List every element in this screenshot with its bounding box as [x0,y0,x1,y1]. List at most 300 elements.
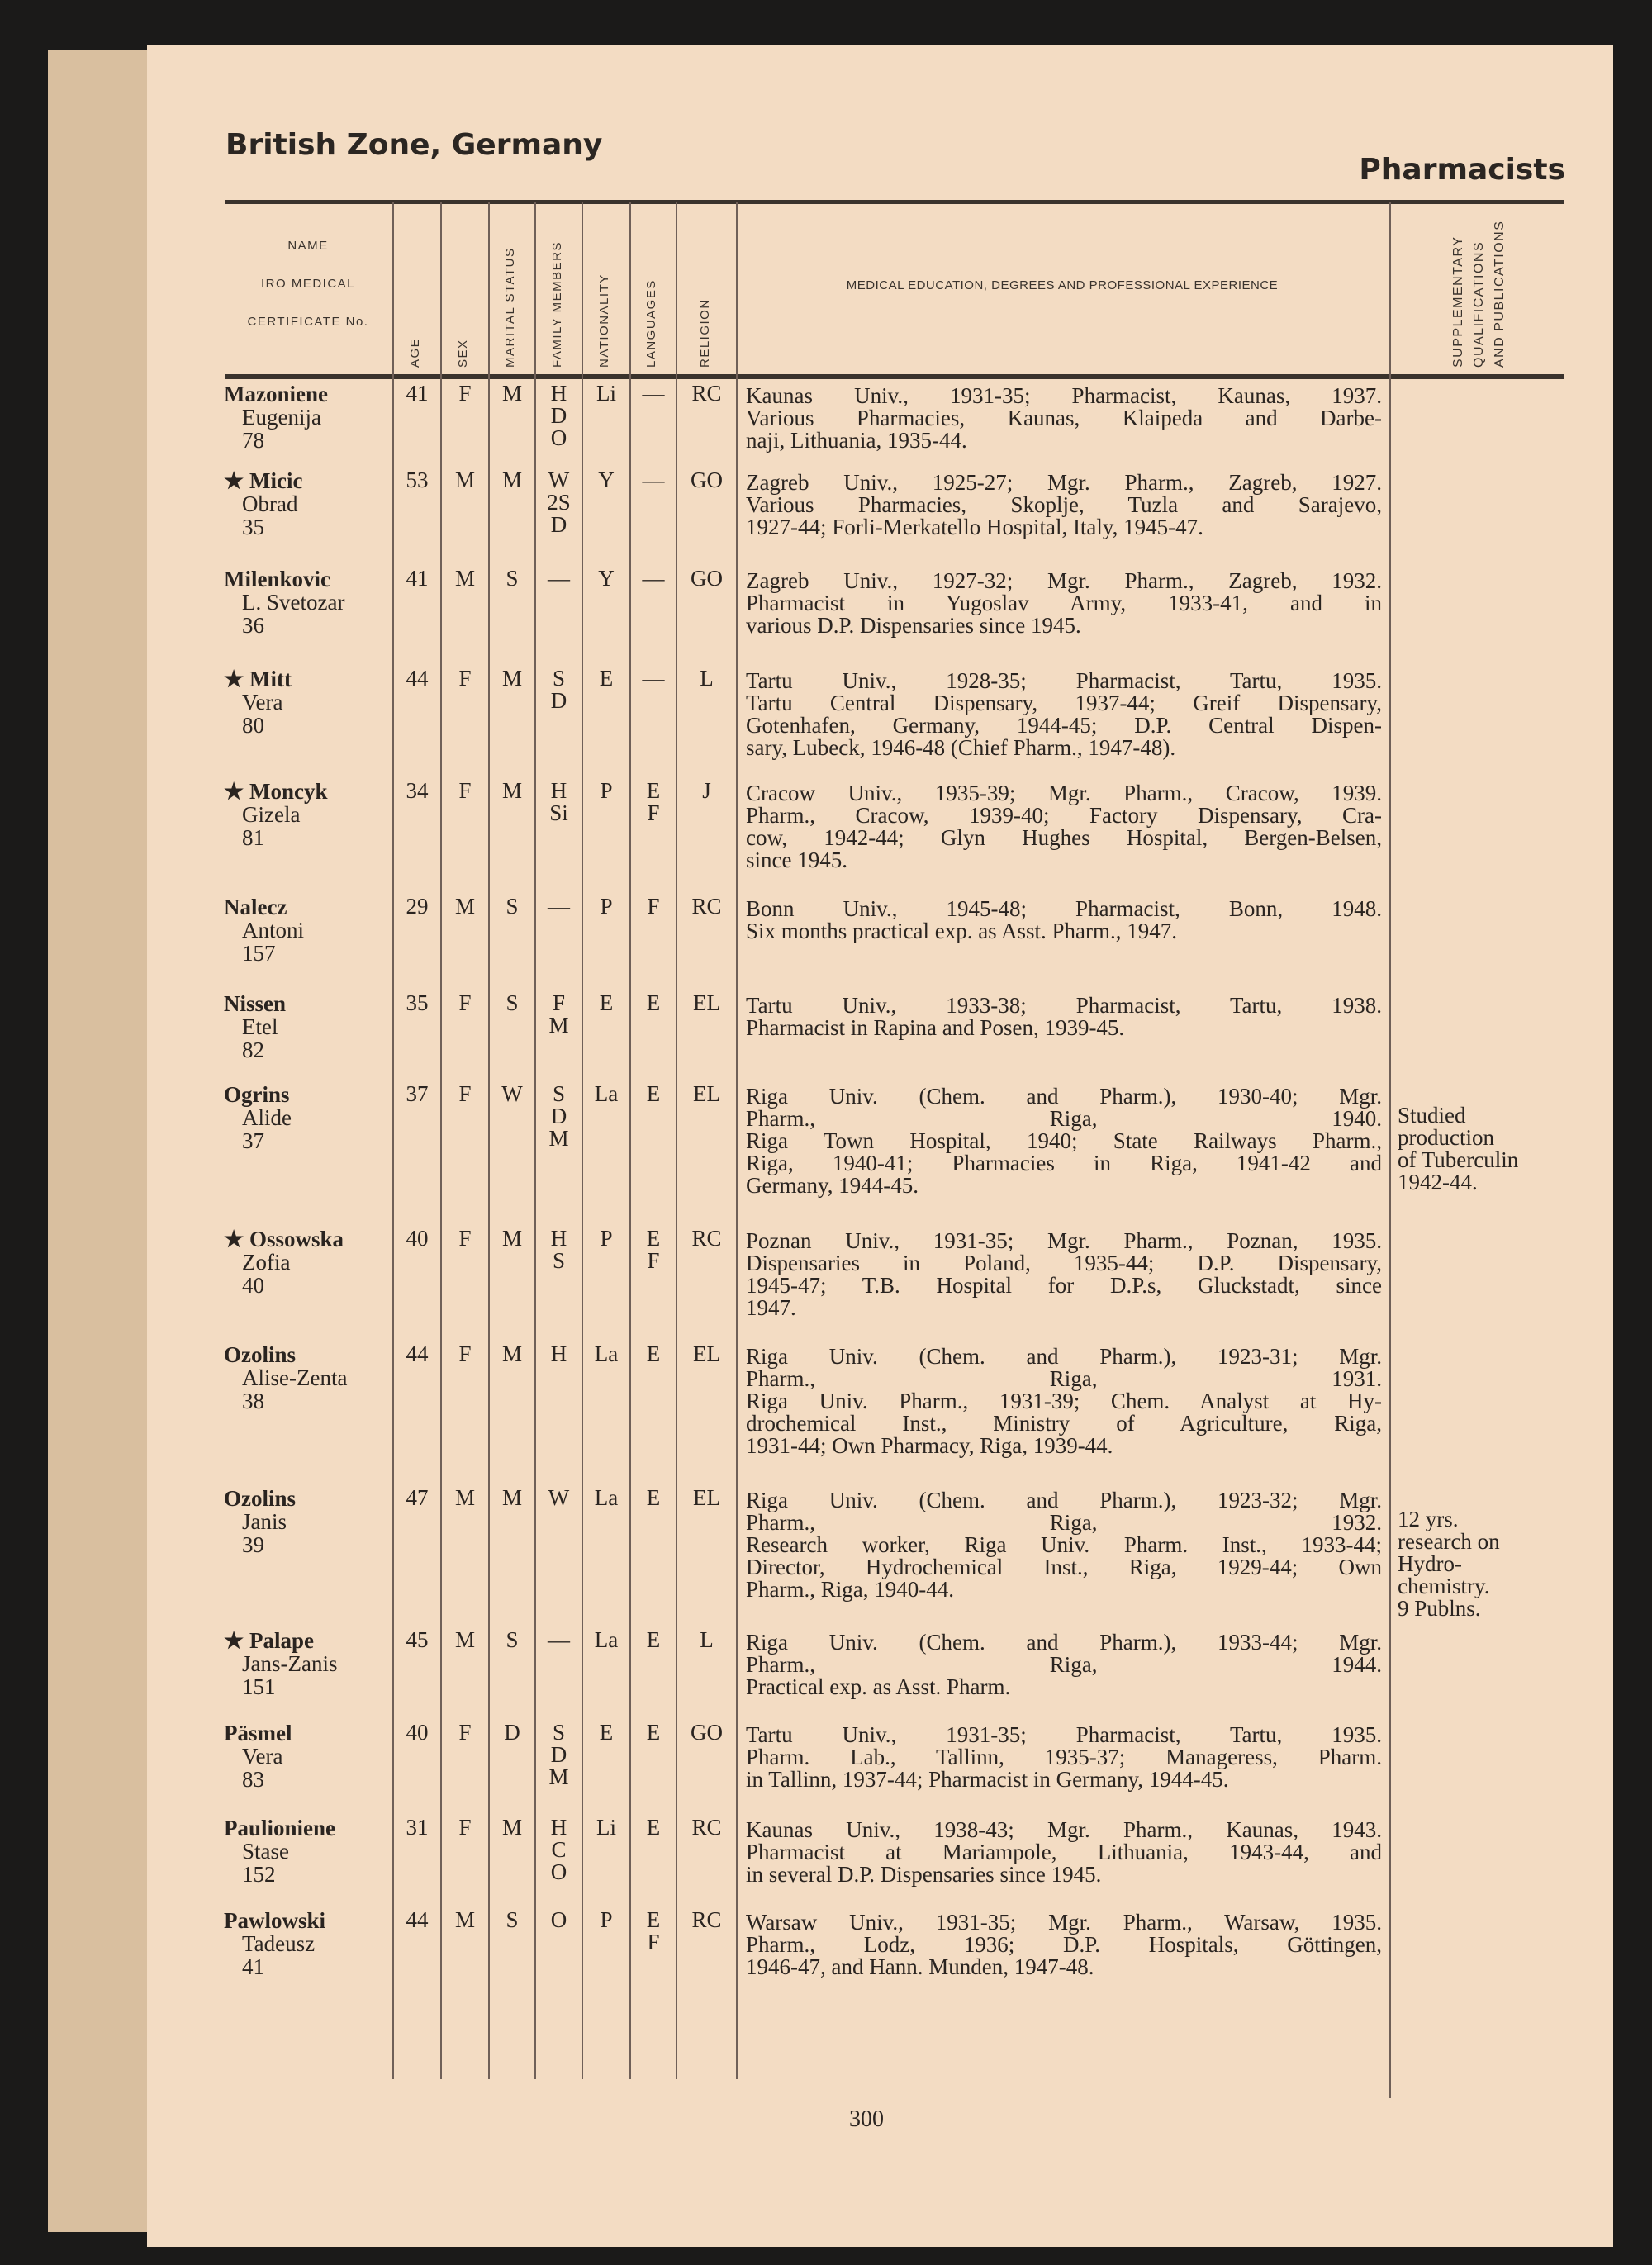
column-header-name [225,227,391,341]
age-cell: 40 [406,1226,429,1251]
family-cell [536,1721,582,1788]
surname: Mazoniene [224,382,328,406]
name-cell [224,1227,344,1297]
nationality-cell: P [600,1907,613,1932]
education-line: Riga Univ. (Chem. and Pharm.), 1933-44; Mgr. [746,1630,1382,1655]
education-line: Kaunas Univ., 1931-35; Pharmacist, Kaunas, 1937. [746,383,1382,408]
education-line: drochemical Inst., Ministry of Agriculture, Riga, [746,1411,1382,1436]
education-cell [746,782,1382,871]
education-line: naji, Lithuania, 1935-44. [746,428,967,453]
languages-cell [631,895,676,918]
education-cell [746,472,1382,539]
sex-cell: M [454,1485,475,1510]
education-line: Pharm., Riga, 1940-44. [746,1577,954,1602]
family-value: — [548,894,570,919]
page-header-left: British Zone, Germany [225,128,603,162]
marital-cell: S [506,1627,519,1652]
religion-cell: GO [691,566,723,591]
education-line: Gotenhafen, Germany, 1944-45; D.P. Central Dispen- [746,713,1382,738]
languages-cell [631,567,676,590]
nationality-cell: La [594,1485,619,1510]
family-cell [536,1487,582,1509]
supplementary-cell [1398,1508,1500,1620]
religion-cell: RC [691,1815,722,1840]
languages-cell [631,382,676,405]
column-divider [736,202,738,2079]
certificate-number: 39 [242,1532,264,1557]
education-line: Pharm., Lodz, 1936; D.P. Hospitals, Göttingen, [746,1932,1382,1957]
languages-cell [631,1816,676,1839]
page-header-right: Pharmacists [1359,153,1565,187]
supplementary-line: of Tuberculin [1398,1147,1519,1172]
languages-cell [631,1343,676,1365]
surname-line [224,1083,292,1106]
family-cell [536,1343,582,1365]
education-line: Tartu Univ., 1931-35; Pharmacist, Tartu, 1935. [746,1722,1382,1747]
languages-cell [631,1909,676,1954]
religion-cell: GO [691,468,723,492]
education-line: Six months practical exp. as Asst. Pharm., 1947. [746,919,1177,943]
name-cell [224,1343,347,1413]
name-cell [224,1487,296,1556]
languages-cell [631,1629,676,1651]
education-line: Riga, 1940-41; Pharmacies in Riga, 1941-42 and [746,1151,1382,1175]
education-line: 1946-47, and Hann. Munden, 1947-48. [746,1954,1094,1979]
marital-cell: M [501,468,522,492]
sex-cell: F [458,990,472,1015]
education-line: since 1945. [746,848,847,872]
header-line: NAME [287,239,329,253]
languages-value: E [646,1341,661,1366]
sex-cell: M [454,1907,475,1932]
age-cell: 29 [406,894,429,919]
education-line: sary, Lubeck, 1946-48 (Chief Pharm., 1947-48). [746,735,1176,760]
languages-value: E [646,1907,661,1932]
supplementary-line: research on [1398,1529,1500,1554]
education-line: Pharm., Riga, 1944. [746,1652,1382,1677]
marital-cell: S [506,566,519,591]
surname-line [224,1721,292,1745]
education-line: Research worker, Riga Univ. Pharm. Inst., 1933-44; [746,1532,1382,1557]
family-value: O [550,1859,567,1884]
nationality-cell: E [599,990,614,1015]
family-value: D [550,403,567,428]
education-cell [746,1724,1382,1791]
family-value: 2S [547,490,571,515]
sex-cell: F [458,778,472,803]
family-value: D [550,1104,567,1128]
education-line: Tartu Central Dispensary, 1937-44; Greif Dispensary, [746,691,1382,715]
education-line: Various Pharmacies, Skoplje, Tuzla and Sarajevo, [746,492,1382,517]
star-icon: ★ [224,1227,249,1251]
nationality-cell: Y [598,468,615,492]
education-line: cow, 1942-44; Glyn Hughes Hospital, Bergen-Belsen, [746,825,1382,850]
religion-cell: RC [691,1907,722,1932]
education-line: Kaunas Univ., 1938-43; Mgr. Pharm., Kaunas, 1943. [746,1817,1382,1842]
family-value: M [548,1013,569,1038]
supplementary-line: 12 yrs. [1398,1507,1459,1531]
age-cell: 37 [406,1081,429,1106]
education-cell [746,898,1382,943]
languages-value: F [647,1248,660,1273]
languages-cell [631,1721,676,1744]
page-number: 300 [849,2106,884,2132]
religion-cell: EL [693,1341,720,1366]
first-name: Vera [242,690,283,715]
marital-cell: M [501,1485,522,1510]
name-cell [224,895,304,965]
languages-cell [631,780,676,824]
family-value: D [550,688,567,713]
languages-value: F [647,1930,660,1954]
first-name: Alide [242,1105,292,1130]
family-value: D [550,512,567,537]
family-value: Si [549,800,568,825]
languages-value: E [646,1627,661,1652]
education-line: 1931-44; Own Pharmacy, Riga, 1939-44. [746,1433,1113,1458]
languages-cell [631,992,676,1014]
nationality-cell: La [594,1081,619,1106]
education-cell [746,1819,1382,1886]
surname-line [224,780,327,803]
star-icon: ★ [224,779,249,804]
name-cell [224,1909,325,1978]
certificate-number: 82 [242,1038,264,1062]
age-cell: 41 [406,566,429,591]
family-value: M [548,1126,569,1151]
age-cell: 44 [406,666,429,691]
marital-cell: M [501,1815,522,1840]
education-line: Director, Hydrochemical Inst., Riga, 1929-44; Own [746,1555,1382,1579]
surname-line [224,667,292,691]
family-value: H [550,1341,567,1366]
education-line: Bonn Univ., 1945-48; Pharmacist, Bonn, 1948. [746,896,1382,921]
column-header-family: FAMILY MEMBERS [549,241,564,368]
education-line: Riga Univ. (Chem. and Pharm.), 1923-31; Mgr. [746,1344,1382,1369]
first-name: L. Svetozar [242,590,345,615]
languages-value: — [642,381,665,406]
name-cell [224,1629,337,1698]
nationality-cell: Li [596,1815,616,1840]
education-cell [746,670,1382,759]
languages-cell [631,1487,676,1509]
surname-line [224,469,302,492]
column-header-age: AGE [408,337,422,368]
certificate-number: 36 [242,613,264,638]
surname-line [224,895,304,919]
first-name: Obrad [242,491,298,516]
surname: Ogrins [224,1082,290,1107]
sex-cell: M [454,894,475,919]
sex-cell: M [454,566,475,591]
education-line: Pharmacist in Rapina and Posen, 1939-45. [746,1015,1125,1040]
religion-cell: RC [691,1226,722,1251]
education-cell [746,1085,1382,1197]
certificate-number: 80 [242,713,264,738]
header-top-rule [225,200,1564,204]
languages-value: F [647,800,660,825]
languages-value: E [646,1226,661,1251]
nationality-cell: E [599,666,614,691]
education-line: 1947. [746,1295,796,1320]
surname: Nissen [224,991,287,1016]
family-value: S [552,1248,566,1273]
age-cell: 31 [406,1815,429,1840]
header-line: QUALIFICATIONS [1472,240,1486,368]
first-name: Zofia [242,1250,291,1275]
family-cell [536,667,582,712]
header-line: IRO MEDICAL [260,277,355,291]
languages-value: — [642,566,665,591]
religion-cell: L [700,1627,714,1652]
first-name: Eugenija [242,405,321,430]
supplementary-line: 9 Publns. [1398,1596,1481,1621]
age-cell: 44 [406,1907,429,1932]
column-header-marital: MARITAL STATUS [503,247,517,368]
languages-value: E [646,1815,661,1840]
nationality-cell: P [600,894,613,919]
name-cell [224,1816,335,1886]
marital-cell: D [504,1720,520,1745]
languages-cell [631,469,676,491]
languages-cell [631,1227,676,1272]
family-value: H [550,1815,567,1840]
marital-cell: M [501,381,522,406]
certificate-number: 151 [242,1674,276,1699]
header-line: SUPPLEMENTARY [1451,235,1465,368]
surname: Päsmel [224,1721,292,1745]
name-cell [224,780,327,849]
header-line: AND PUBLICATIONS [1493,220,1507,368]
sex-cell: F [458,1341,472,1366]
header-line: CERTIFICATE No. [247,315,369,329]
education-line: Pharm., Riga, 1932. [746,1510,1382,1535]
surname: Moncyk [249,779,328,804]
header-bottom-rule [225,374,1564,379]
surname-line [224,1487,296,1510]
family-value: H [550,1226,567,1251]
star-icon: ★ [224,667,249,691]
education-cell [746,1346,1382,1457]
name-cell [224,469,302,539]
family-cell [536,1816,582,1883]
name-cell [224,382,328,452]
education-line: 1945-47; T.B. Hospital for D.P.s, Gluckstadt, since [746,1273,1382,1298]
surname-line [224,992,286,1015]
first-name: Vera [242,1744,283,1769]
name-cell [224,1083,292,1152]
family-cell [536,992,582,1037]
marital-cell: S [506,990,519,1015]
star-icon: ★ [224,1628,249,1653]
education-cell [746,995,1382,1039]
family-value: F [552,990,566,1015]
education-cell [746,570,1382,637]
education-line: Various Pharmacies, Kaunas, Klaipeda and Darbe- [746,406,1382,430]
education-line: Practical exp. as Asst. Pharm. [746,1674,1011,1699]
education-line: Riga Univ. (Chem. and Pharm.), 1930-40; Mgr. [746,1084,1382,1109]
religion-cell: RC [691,894,722,919]
education-line: Cracow Univ., 1935-39; Mgr. Pharm., Cracow, 1939. [746,781,1382,805]
family-cell [536,469,582,536]
education-line: 1927-44; Forli-Merkatello Hospital, Italy, 1945-47. [746,515,1203,539]
education-line: Tartu Univ., 1928-35; Pharmacist, Tartu, 1935. [746,668,1382,693]
nationality-cell: P [600,778,613,803]
certificate-number: 40 [242,1273,264,1298]
first-name: Antoni [242,918,305,943]
age-cell: 41 [406,381,429,406]
first-name: Alise-Zenta [242,1365,348,1390]
sex-cell: F [458,1226,472,1251]
certificate-number: 157 [242,941,276,966]
nationality-cell: La [594,1341,619,1366]
marital-cell: S [506,894,519,919]
surname-line [224,1816,335,1840]
languages-value: F [647,894,660,919]
languages-value: E [646,1720,661,1745]
family-cell [536,1227,582,1272]
column-divider [1389,202,1391,2098]
first-name: Gizela [242,802,301,827]
surname-line [224,567,344,591]
surname-line [224,1909,325,1932]
family-value: — [548,1627,570,1652]
surname: Pawlowski [224,1908,326,1933]
column-header-nationality: NATIONALITY [597,273,611,368]
marital-cell: W [501,1081,523,1106]
family-value: H [550,381,567,406]
religion-cell: EL [693,1081,720,1106]
family-value: M [548,1764,569,1789]
family-cell [536,1909,582,1931]
certificate-number: 38 [242,1389,264,1413]
age-cell: 47 [406,1485,429,1510]
marital-cell: M [501,1226,522,1251]
supplementary-line: production [1398,1125,1494,1150]
supplementary-line: chemistry. [1398,1574,1490,1598]
family-cell [536,382,582,449]
education-cell [746,1911,1382,1978]
family-cell [536,780,582,824]
first-name: Tadeusz [242,1931,316,1956]
supplementary-line: Hydro- [1398,1551,1462,1576]
surname: Palape [249,1628,314,1653]
sex-cell: F [458,1081,472,1106]
education-line: Warsaw Univ., 1931-35; Mgr. Pharm., Warsaw, 1935. [746,1910,1382,1935]
age-cell: 40 [406,1720,429,1745]
supplementary-line: Studied [1398,1103,1466,1128]
surname: Nalecz [224,895,287,919]
family-value: D [550,1742,567,1767]
languages-cell [631,1083,676,1105]
certificate-number: 35 [242,515,264,539]
column-header-sex: SEX [456,339,470,368]
surname: Milenkovic [224,567,330,591]
education-line: Tartu Univ., 1933-38; Pharmacist, Tartu, 1938. [746,993,1382,1018]
family-cell [536,895,582,918]
column-header-religion: RELIGION [697,298,712,368]
nationality-cell: Y [598,566,615,591]
education-line: Riga Univ. (Chem. and Pharm.), 1923-32; Mgr. [746,1488,1382,1512]
education-line: in several D.P. Dispensaries since 1945. [746,1862,1102,1887]
religion-cell: EL [693,990,720,1015]
education-line: various D.P. Dispensaries since 1945. [746,613,1081,638]
name-cell [224,992,286,1061]
marital-cell: M [501,1341,522,1366]
education-line: Pharm., Riga, 1940. [746,1106,1382,1131]
age-cell: 44 [406,1341,429,1366]
languages-value: — [642,666,665,691]
family-cell [536,1083,582,1150]
education-line: Dispensaries in Poland, 1935-44; D.P. Dispensary, [746,1251,1382,1275]
education-line: Germany, 1944-45. [746,1173,919,1198]
family-value: S [552,1720,566,1745]
education-line: Zagreb Univ., 1927-32; Mgr. Pharm., Zagreb, 1932. [746,568,1382,593]
education-cell [746,385,1382,452]
surname-line [224,382,328,406]
nationality-cell: P [600,1226,613,1251]
first-name: Janis [242,1509,287,1534]
supplementary-line: 1942-44. [1398,1170,1478,1194]
nationality-cell: Li [596,381,616,406]
family-value: S [552,1081,566,1106]
age-cell: 34 [406,778,429,803]
marital-cell: M [501,778,522,803]
surname: Micic [249,468,303,493]
marital-cell: S [506,1907,519,1932]
column-header-education: MEDICAL EDUCATION, DEGREES AND PROFESSIONAL EXPERIENCE [846,278,1279,292]
first-name: Jans-Zanis [242,1651,338,1676]
languages-value: E [646,778,661,803]
column-header-supplementary [1448,211,1510,368]
family-cell [536,1629,582,1651]
family-value: H [550,778,567,803]
education-line: Pharm., Riga, 1931. [746,1366,1382,1391]
surname: Mitt [249,667,292,691]
name-cell [224,567,344,637]
surname: Ozolins [224,1342,297,1367]
family-value: C [551,1837,567,1862]
surname: Paulioniene [224,1816,336,1840]
family-value: O [550,1907,567,1932]
family-cell [536,567,582,590]
education-cell [746,1631,1382,1698]
education-line: Pharmacist at Mariampole, Lithuania, 1943-44, and [746,1840,1382,1864]
education-line: Poznan Univ., 1931-35; Mgr. Pharm., Poznan, 1935. [746,1228,1382,1253]
sex-cell: F [458,1720,472,1745]
family-value: W [548,468,570,492]
languages-value: E [646,1081,661,1106]
age-cell: 45 [406,1627,429,1652]
education-cell [746,1489,1382,1601]
certificate-number: 81 [242,825,264,850]
surname: Ozolins [224,1486,297,1511]
name-cell [224,667,292,737]
surname-line [224,1227,344,1251]
star-icon: ★ [224,468,249,493]
surname: Ossowska [249,1227,344,1251]
education-line: Riga Univ. Pharm., 1931-39; Chem. Analyst at Hy- [746,1389,1382,1413]
education-line: Pharm., Cracow, 1939-40; Factory Dispensary, Cra- [746,803,1382,828]
religion-cell: L [700,666,714,691]
family-value: — [548,566,570,591]
nationality-cell: E [599,1720,614,1745]
column-header-languages: LANGUAGES [644,279,658,368]
religion-cell: RC [691,381,722,406]
languages-value: E [646,1485,661,1510]
certificate-number: 78 [242,428,264,453]
sex-cell: F [458,666,472,691]
